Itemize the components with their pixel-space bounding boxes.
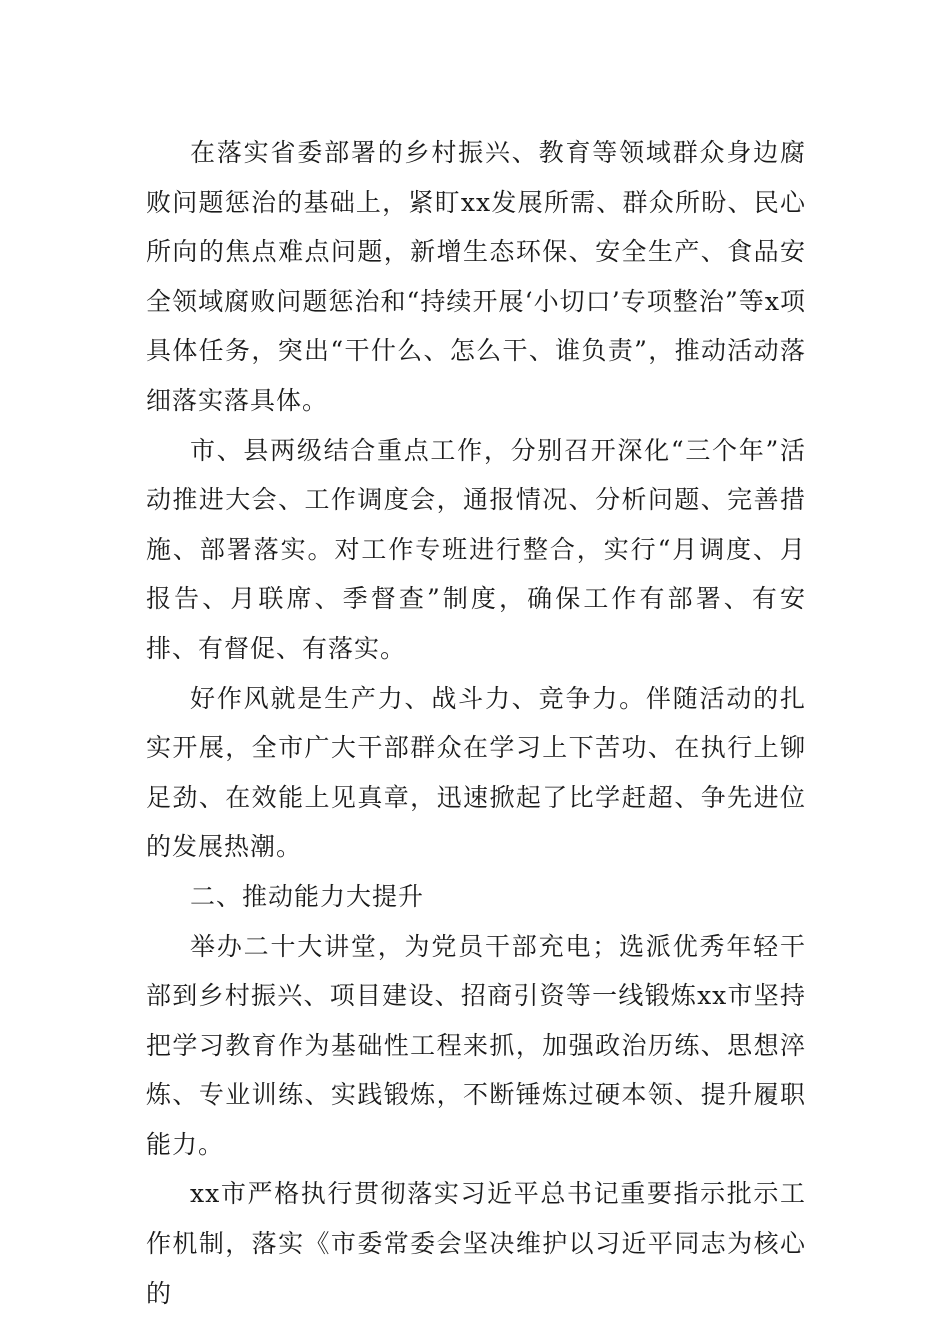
paragraph-instruction-mechanism: xx市严格执行贯彻落实习近平总书记重要指示批示工作机制，落实《市委常委会坚决维护以习近平同志为核心的 — [146, 1179, 806, 1308]
paragraph-work-meetings: 市、县两级结合重点工作，分别召开深化“三个年”活动推进大会、工作调度会，通报情况、分析问题、完善措施、部署落实。对工作专班进行整合，实行“月调度、月报告、月联席、季督查”制度，确保工作有部署、有安排、有督促、有落实。 — [146, 435, 806, 663]
paragraph-capacity-building: 举办二十大讲堂，为党员干部充电；选派优秀年轻干部到乡村振兴、项目建设、招商引资等一线锻炼xx市坚持把学习教育作为基础性工程来抓，加强政治历练、思想淬炼、专业训练、实践锻炼，不断锤炼过硬本领、提升履职能力。 — [146, 931, 806, 1159]
section-heading: 二、推动能力大提升 — [190, 881, 425, 911]
document-page — [146, 128, 806, 1318]
paragraph-task-expansion: 在落实省委部署的乡村振兴、教育等领域群众身边腐败问题惩治的基础上，紧盯xx发展所需、群众所盼、民心所向的焦点难点问题，新增生态环保、安全生产、食品安全领域腐败问题惩治和“持续开展‘小切口’专项整治”等x项具体任务，突出“干什么、怎么干、谁负责”，推动活动落细落实落具体。 — [146, 138, 806, 415]
paragraph-work-style: 好作风就是生产力、战斗力、竞争力。伴随活动的扎实开展，全市广大干部群众在学习上下苦功、在执行上铆足劲、在效能上见真章，迅速掀起了比学赶超、争先进位的发展热潮。 — [146, 683, 806, 862]
